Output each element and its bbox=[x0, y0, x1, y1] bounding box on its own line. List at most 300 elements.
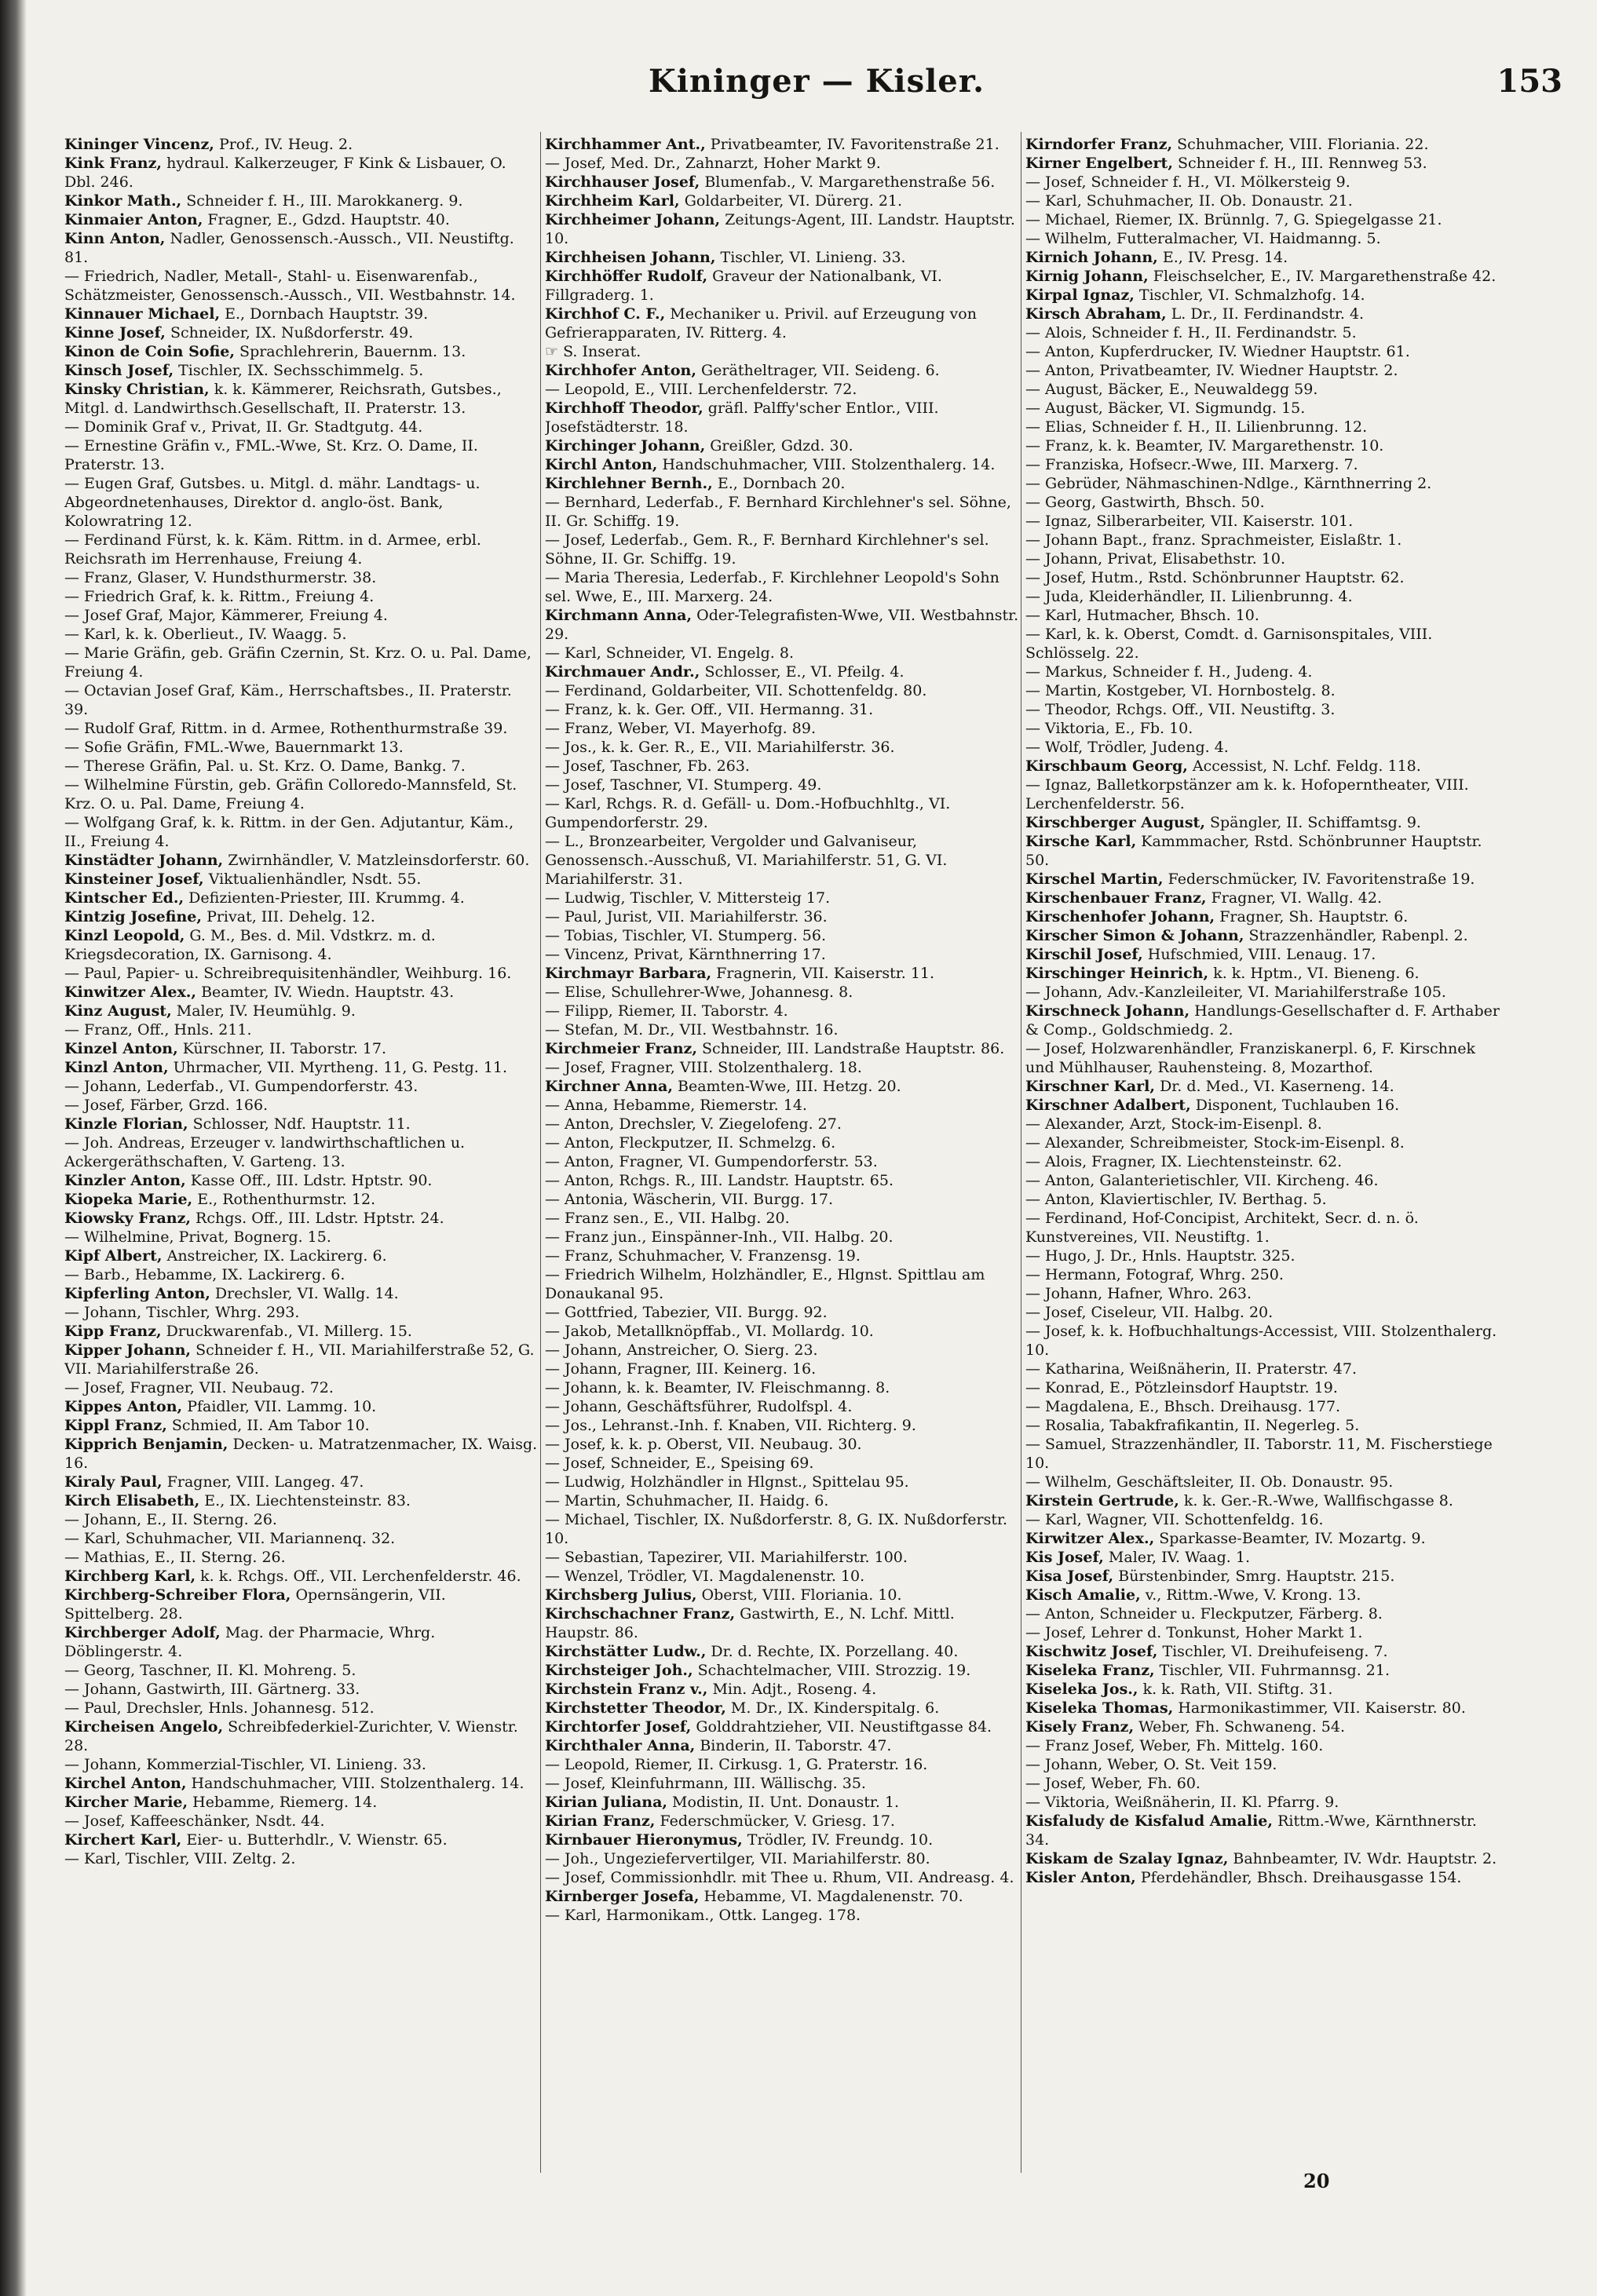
directory-entry bbox=[1025, 286, 1503, 305]
entry-name: Kininger Vincenz, bbox=[64, 136, 214, 153]
entry-details: gräfl. Palffy'scher Entlor., VIII. Josefstädterstr. 18. bbox=[545, 400, 939, 436]
entry-name: Kirschel Martin, bbox=[1025, 871, 1164, 888]
entry-details: — Eugen Graf, Gutsbes. u. Mitgl. d. mähr. Landtags- u. Abgeordnetenhauses, Direktor d. anglo-öst. Bank, Kolowratring 12. bbox=[64, 475, 481, 530]
entry-details: Spängler, II. Schiffamtsg. 9. bbox=[1210, 814, 1421, 831]
entry-details: — Paul, Papier- u. Schreibrequisitenhändler, Weihburg. 16. bbox=[64, 965, 512, 982]
directory-entry bbox=[1025, 1491, 1503, 1510]
column-1 bbox=[64, 135, 539, 2160]
directory-entry bbox=[64, 210, 539, 229]
directory-entry bbox=[545, 154, 1019, 173]
directory-entry bbox=[64, 1077, 539, 1096]
directory-entry bbox=[1025, 1322, 1503, 1360]
entry-details: Graveur der Nationalbank, VI. Fillgraderg. 1. bbox=[545, 268, 942, 304]
directory-entry bbox=[545, 1473, 1019, 1491]
directory-entry bbox=[64, 1133, 539, 1171]
directory-entry bbox=[64, 1623, 539, 1661]
directory-entry bbox=[545, 1642, 1019, 1661]
entry-details: — Josef, Färber, Grzd. 166. bbox=[64, 1097, 269, 1114]
directory-entry bbox=[545, 1209, 1019, 1228]
directory-entry bbox=[545, 1435, 1019, 1454]
entry-details: — Sebastian, Tapezirer, VII. Mariahilferstr. 100. bbox=[545, 1549, 908, 1566]
entry-details: — Franz, k. k. Ger. Off., VII. Hermanng. 31. bbox=[545, 701, 874, 718]
directory-entry bbox=[64, 1190, 539, 1209]
entry-details: — Paul, Jurist, VII. Mariahilferstr. 36. bbox=[545, 908, 828, 925]
directory-entry bbox=[1025, 681, 1503, 700]
entry-details: — Viktoria, E., Fb. 10. bbox=[1025, 720, 1193, 737]
entry-details: — Josef Graf, Major, Kämmerer, Freiung 4. bbox=[64, 607, 388, 624]
entry-name: Kiraly Paul, bbox=[64, 1473, 163, 1491]
entry-details: — Johann, E., II. Sterng. 26. bbox=[64, 1511, 277, 1528]
entry-details: — Martin, Schuhmacher, II. Haidg. 6. bbox=[545, 1492, 829, 1509]
entry-details: Tischler, VI. Dreihufeiseng. 7. bbox=[1162, 1643, 1388, 1660]
directory-entry bbox=[1025, 512, 1503, 531]
directory-entry bbox=[64, 889, 539, 907]
directory-entry bbox=[545, 342, 1019, 361]
signature-mark: 20 bbox=[1303, 2170, 1330, 2192]
entry-details: v., Rittm.-Wwe, V. Krong. 13. bbox=[1145, 1586, 1361, 1604]
entry-details: Harmonikastimmer, VII. Kaiserstr. 80. bbox=[1178, 1699, 1466, 1717]
entry-name: Kiopeka Marie, bbox=[64, 1191, 193, 1208]
binding-gutter bbox=[0, 0, 27, 2296]
entry-name: Kirchhauser Josef, bbox=[545, 173, 700, 191]
entry-details: E., IX. Liechtensteinstr. 83. bbox=[204, 1492, 411, 1509]
directory-entry bbox=[545, 1228, 1019, 1247]
directory-entry bbox=[1025, 889, 1503, 907]
directory-entry bbox=[545, 776, 1019, 794]
entry-details: — Wenzel, Trödler, VI. Magdalenenstr. 10. bbox=[545, 1568, 865, 1585]
entry-details: — Wolfgang Graf, k. k. Rittm. in der Gen. Adjutantur, Käm., II., Freiung 4. bbox=[64, 814, 514, 850]
directory-entry bbox=[1025, 436, 1503, 455]
directory-entry bbox=[545, 493, 1019, 531]
entry-details: — Josef, Taschner, VI. Stumperg. 49. bbox=[545, 776, 822, 794]
entry-details: — Josef, Kleinfuhrmann, III. Wällischg. 35. bbox=[545, 1775, 866, 1792]
directory-entry bbox=[64, 719, 539, 738]
directory-entry bbox=[545, 945, 1019, 964]
directory-entry bbox=[545, 1793, 1019, 1812]
entry-details: — Markus, Schneider f. H., Judeng. 4. bbox=[1025, 663, 1313, 681]
entry-name: Kiseleka Franz, bbox=[1025, 1662, 1155, 1679]
entry-name: Kinsch Josef, bbox=[64, 362, 174, 379]
entry-name: Kischwitz Josef, bbox=[1025, 1643, 1158, 1660]
directory-entry bbox=[64, 738, 539, 757]
directory-entry bbox=[545, 568, 1019, 606]
directory-entry bbox=[545, 173, 1019, 192]
directory-entry bbox=[1025, 305, 1503, 323]
entry-name: Kircheisen Angelo, bbox=[64, 1718, 224, 1736]
entry-details: — Rudolf Graf, Rittm. in d. Armee, Rothenthurmstraße 39. bbox=[64, 720, 508, 737]
entry-details: hydraul. Kalkerzeuger, F Kink & Lisbauer, O. Dbl. 246. bbox=[64, 155, 506, 191]
directory-entry bbox=[545, 926, 1019, 945]
directory-entry bbox=[64, 1378, 539, 1397]
entry-details: Schneider, IX. Nußdorferstr. 49. bbox=[170, 324, 414, 341]
entry-name: Kipferling Anton, bbox=[64, 1285, 210, 1302]
entry-details: — Franz sen., E., VII. Halbg. 20. bbox=[545, 1210, 790, 1227]
directory-entry bbox=[545, 1849, 1019, 1868]
directory-entry bbox=[64, 1284, 539, 1303]
directory-entry bbox=[64, 192, 539, 210]
directory-entry bbox=[64, 342, 539, 361]
directory-entry bbox=[545, 964, 1019, 983]
entry-details: Druckwarenfab., VI. Millerg. 15. bbox=[166, 1323, 412, 1340]
directory-entry bbox=[64, 1717, 539, 1755]
directory-entry bbox=[64, 1115, 539, 1133]
entry-details: — Michael, Tischler, IX. Nußdorferstr. 8, G. IX. Nußdorferstr. 10. bbox=[545, 1511, 1007, 1547]
entry-details: Anstreicher, IX. Lackirerg. 6. bbox=[166, 1247, 387, 1265]
entry-name: Kipprich Benjamin, bbox=[64, 1436, 228, 1453]
entry-details: — Maria Theresia, Lederfab., F. Kirchlehner Leopold's Sohn sel. Wwe, E., III. Marxerg. 24. bbox=[545, 569, 999, 605]
directory-entry bbox=[545, 248, 1019, 267]
entry-details: — Josef, Weber, Fh. 60. bbox=[1025, 1775, 1200, 1792]
entry-details: — Samuel, Strazzenhändler, II. Taborstr. 11, M. Fischerstiege 10. bbox=[1025, 1436, 1493, 1472]
entry-details: — Anton, Privatbeamter, IV. Wiedner Hauptstr. 2. bbox=[1025, 362, 1398, 379]
entry-details: — Johann, Privat, Elisabethstr. 10. bbox=[1025, 550, 1285, 568]
directory-entry bbox=[545, 1058, 1019, 1077]
entry-name: Kirchtorfer Josef, bbox=[545, 1718, 692, 1736]
entry-details: Hebamme, VI. Magdalenenstr. 70. bbox=[703, 1888, 963, 1905]
directory-entry bbox=[1025, 1793, 1503, 1812]
entry-details: Tischler, IX. Sechsschimmelg. 5. bbox=[178, 362, 424, 379]
directory-entry bbox=[1025, 1133, 1503, 1152]
directory-entry bbox=[545, 1378, 1019, 1397]
entry-name: Kirchheimer Johann, bbox=[545, 211, 721, 228]
entry-details: — Franz, Off., Hnls. 211. bbox=[64, 1021, 252, 1038]
entry-details: Kürschner, II. Taborstr. 17. bbox=[182, 1040, 387, 1057]
entry-details: — Johann, Anstreicher, O. Sierg. 23. bbox=[545, 1341, 818, 1359]
entry-details: Opernsängerin, VII. Spittelberg. 28. bbox=[64, 1586, 446, 1623]
entry-details: Handlungs-Gesellschafter d. F. Arthaber & Comp., Goldschmiedg. 2. bbox=[1025, 1002, 1500, 1038]
entry-details: — Rosalia, Tabakfrafikantin, II. Negerleg. 5. bbox=[1025, 1417, 1360, 1434]
directory-entry bbox=[1025, 323, 1503, 342]
entry-name: Kircher Marie, bbox=[64, 1794, 188, 1811]
directory-entry bbox=[545, 1020, 1019, 1039]
entry-name: Kirschner Karl, bbox=[1025, 1078, 1156, 1095]
entry-details: — Filipp, Riemer, II. Taborstr. 4. bbox=[545, 1002, 788, 1020]
entry-details: — Alois, Schneider f. H., II. Ferdinandstr. 5. bbox=[1025, 324, 1357, 341]
directory-entry bbox=[64, 1755, 539, 1774]
entry-name: Kinzel Anton, bbox=[64, 1040, 178, 1057]
entry-details: — Gebrüder, Nähmaschinen-Ndlge., Kärnthnerring 2. bbox=[1025, 475, 1432, 492]
entry-details: E., Rothenthurmstr. 12. bbox=[197, 1191, 376, 1208]
directory-entry bbox=[1025, 776, 1503, 813]
entry-details: Accessist, N. Lchf. Feldg. 118. bbox=[1192, 757, 1421, 775]
column-2 bbox=[545, 135, 1019, 2160]
directory-entry bbox=[64, 851, 539, 870]
entry-name: Kirchmayr Barbara, bbox=[545, 965, 712, 982]
directory-entry bbox=[545, 436, 1019, 455]
directory-entry bbox=[1025, 568, 1503, 587]
entry-details: — August, Bäcker, E., Neuwaldegg 59. bbox=[1025, 381, 1318, 398]
directory-entry bbox=[64, 1586, 539, 1623]
entry-details: — Josef, Ciseleur, VII. Halbg. 20. bbox=[1025, 1304, 1274, 1321]
entry-name: Kirchinger Johann, bbox=[545, 437, 706, 454]
directory-entry bbox=[1025, 1209, 1503, 1247]
directory-entry bbox=[1025, 210, 1503, 229]
entry-name: Kinwitzer Alex., bbox=[64, 984, 197, 1001]
entry-details: Bahnbeamter, IV. Wdr. Hauptstr. 2. bbox=[1233, 1850, 1497, 1867]
directory-entry bbox=[64, 135, 539, 154]
directory-entry bbox=[1025, 1586, 1503, 1604]
entry-details: — Johann Bapt., franz. Sprachmeister, Eislaßtr. 1. bbox=[1025, 531, 1402, 549]
entry-name: Kirschbaum Georg, bbox=[1025, 757, 1188, 775]
entry-name: Kinzl Anton, bbox=[64, 1059, 169, 1076]
entry-name: Kipp Franz, bbox=[64, 1323, 162, 1340]
directory-entry bbox=[545, 907, 1019, 926]
directory-entry bbox=[1025, 1115, 1503, 1133]
entry-name: Kinmaier Anton, bbox=[64, 211, 203, 228]
entry-name: Kirchl Anton, bbox=[545, 456, 658, 473]
entry-name: Kirpal Ignaz, bbox=[1025, 287, 1135, 304]
directory-entry bbox=[64, 154, 539, 192]
entry-details: — Franz, k. k. Beamter, IV. Margarethenstr. 10. bbox=[1025, 437, 1384, 454]
directory-entry bbox=[545, 719, 1019, 738]
directory-entry bbox=[1025, 870, 1503, 889]
directory-entry bbox=[64, 380, 539, 418]
entry-details: Beamter, IV. Wiedn. Hauptstr. 43. bbox=[201, 984, 455, 1001]
directory-entry bbox=[64, 926, 539, 964]
entry-details: Eier- u. Butterhdlr., V. Wienstr. 65. bbox=[186, 1831, 448, 1849]
directory-entry bbox=[545, 1548, 1019, 1567]
entry-details: — Johann, Weber, O. St. Veit 159. bbox=[1025, 1756, 1277, 1773]
directory-entry bbox=[1025, 719, 1503, 738]
entry-details: — Johann, Tischler, Whrg. 293. bbox=[64, 1304, 300, 1321]
entry-details: Pfaidler, VII. Lammg. 10. bbox=[187, 1398, 377, 1415]
directory-entry bbox=[64, 1341, 539, 1378]
entry-name: Kirnich Johann, bbox=[1025, 249, 1158, 266]
entry-details: — Tobias, Tischler, VI. Stumperg. 56. bbox=[545, 927, 827, 944]
entry-details: — Johann, Hafner, Whro. 263. bbox=[1025, 1285, 1252, 1302]
directory-entry bbox=[64, 1265, 539, 1284]
entry-name: Kirschil Josef, bbox=[1025, 946, 1143, 963]
entry-name: Kirchner Anna, bbox=[545, 1078, 673, 1095]
entry-details: — Barb., Hebamme, IX. Lackirerg. 6. bbox=[64, 1266, 345, 1283]
entry-details: — Hermann, Fotograf, Whrg. 250. bbox=[1025, 1266, 1284, 1283]
directory-entry bbox=[1025, 1152, 1503, 1171]
entry-name: Kinzler Anton, bbox=[64, 1172, 186, 1189]
directory-entry bbox=[545, 1002, 1019, 1020]
directory-entry bbox=[64, 1228, 539, 1247]
entry-details: Greißler, Gdzd. 30. bbox=[710, 437, 853, 454]
entry-details: — Marie Gräfin, geb. Gräfin Czernin, St. Krz. O. u. Pal. Dame, Freiung 4. bbox=[64, 644, 532, 681]
directory-entry bbox=[1025, 964, 1503, 983]
entry-details: G. M., Bes. d. Mil. Vdstkrz. m. d. Kriegsdecoration, IX. Garnisong. 4. bbox=[64, 927, 436, 963]
entry-details: — Georg, Taschner, II. Kl. Mohreng. 5. bbox=[64, 1662, 356, 1679]
entry-details: Sprachlehrerin, Bauernm. 13. bbox=[239, 343, 466, 360]
directory-entry bbox=[1025, 361, 1503, 380]
entry-details: — Josef, Med. Dr., Zahnarzt, Hoher Markt 9. bbox=[545, 155, 881, 172]
entry-name: Kinzl Leopold, bbox=[64, 927, 185, 944]
directory-entry bbox=[64, 644, 539, 681]
entry-name: Kirian Franz, bbox=[545, 1812, 656, 1830]
entry-name: Kipf Albert, bbox=[64, 1247, 163, 1265]
entry-details: — Dominik Graf v., Privat, II. Gr. Stadtgutg. 44. bbox=[64, 418, 423, 436]
directory-entry bbox=[545, 1265, 1019, 1303]
directory-entry bbox=[64, 305, 539, 323]
directory-entry bbox=[1025, 1699, 1503, 1717]
entry-details: Kammmacher, Rstd. Schönbrunner Hauptstr. 50. bbox=[1025, 833, 1482, 869]
entry-details: Mag. der Pharmacie, Whrg. Döblingerstr. 4. bbox=[64, 1624, 436, 1660]
entry-details: — Karl, Hutmacher, Bhsch. 10. bbox=[1025, 607, 1259, 624]
entry-details: Zeitungs-Agent, III. Landstr. Hauptstr. 10. bbox=[545, 211, 1015, 247]
directory-entry bbox=[64, 1435, 539, 1473]
directory-entry bbox=[64, 606, 539, 625]
entry-details: Trödler, IV. Freundg. 10. bbox=[747, 1831, 934, 1849]
entry-name: Kisfaludy de Kisfalud Amalie, bbox=[1025, 1812, 1274, 1830]
entry-name: Kirsch Abraham, bbox=[1025, 305, 1167, 323]
directory-entry bbox=[1025, 192, 1503, 210]
directory-entry bbox=[64, 813, 539, 851]
directory-entry bbox=[1025, 1717, 1503, 1736]
entry-name: Kirchstetter Theodor, bbox=[545, 1699, 726, 1717]
entry-name: Kirchheim Karl, bbox=[545, 192, 680, 210]
entry-details: — Friedrich Graf, k. k. Rittm., Freiung 4. bbox=[64, 588, 375, 605]
directory-entry bbox=[545, 192, 1019, 210]
entry-name: Kisler Anton, bbox=[1025, 1869, 1136, 1886]
entry-details: — Ignaz, Silberarbeiter, VII. Kaiserstr. 101. bbox=[1025, 513, 1354, 530]
entry-name: Kirsche Karl, bbox=[1025, 833, 1137, 850]
entry-details: — Friedrich, Nadler, Metall-, Stahl- u. Eisenwarenfab., Schätzmeister, Genossensch.-Aussch., VII. Westbahnstr. 14. bbox=[64, 268, 516, 304]
directory-entry bbox=[545, 455, 1019, 474]
entry-details: — Franz, Glaser, V. Hundsthurmerstr. 38. bbox=[64, 569, 377, 586]
entry-details: Disponent, Tuchlauben 16. bbox=[1195, 1097, 1400, 1114]
directory-entry bbox=[64, 983, 539, 1002]
directory-entry bbox=[1025, 399, 1503, 418]
entry-details: Viktualienhändler, Nsdt. 55. bbox=[208, 871, 422, 888]
entry-name: Kirchmann Anna, bbox=[545, 607, 693, 624]
entry-details: — Josef, k. k. Hofbuchhaltungs-Accessist, VIII. Stolzenthalerg. 10. bbox=[1025, 1323, 1497, 1359]
entry-details: — Anton, Schneider u. Fleckputzer, Färberg. 8. bbox=[1025, 1605, 1383, 1623]
directory-entry bbox=[1025, 1623, 1503, 1642]
entry-details: Schneider f. H., III. Rennweg 53. bbox=[1177, 155, 1427, 172]
entry-details: — Elise, Schullehrer-Wwe, Johannesg. 8. bbox=[545, 984, 853, 1001]
directory-entry bbox=[545, 1887, 1019, 1906]
directory-entry bbox=[1025, 1360, 1503, 1378]
directory-entry bbox=[64, 1812, 539, 1831]
entry-name: Kirchthaler Anna, bbox=[545, 1737, 696, 1754]
directory-entry bbox=[545, 1604, 1019, 1642]
entry-details: — Anna, Hebamme, Riemerstr. 14. bbox=[545, 1097, 807, 1114]
entry-details: Zwirnhändler, V. Matzleinsdorferstr. 60. bbox=[228, 852, 530, 869]
entry-name: Kirchberger Adolf, bbox=[64, 1624, 221, 1641]
entry-details: — Gottfried, Tabezier, VII. Burgg. 92. bbox=[545, 1304, 828, 1321]
entry-details: Prof., IV. Heug. 2. bbox=[218, 136, 353, 153]
entry-details: — Anton, Kupferdrucker, IV. Wiedner Hauptstr. 61. bbox=[1025, 343, 1410, 360]
entry-details: Fragner, VIII. Langeg. 47. bbox=[166, 1473, 364, 1491]
entry-details: E., IV. Presg. 14. bbox=[1162, 249, 1288, 266]
entry-details: — Wilhelm, Futteralmacher, VI. Haidmanng. 5. bbox=[1025, 230, 1381, 247]
page-number: 153 bbox=[1497, 63, 1562, 100]
entry-details: ☞ S. Inserat. bbox=[545, 343, 641, 360]
entry-details: Privat, III. Dehelg. 12. bbox=[206, 908, 375, 925]
entry-details: Weber, Fh. Schwaneng. 54. bbox=[1138, 1718, 1346, 1736]
directory-entry bbox=[1025, 474, 1503, 493]
entry-details: Nadler, Genossensch.-Aussch., VII. Neustiftg. 81. bbox=[64, 230, 514, 266]
directory-entry bbox=[545, 1247, 1019, 1265]
entry-details: Fragner, E., Gdzd. Hauptstr. 40. bbox=[207, 211, 450, 228]
directory-entry bbox=[1025, 945, 1503, 964]
entry-details: — Johann, Lederfab., VI. Gumpendorferstr. 43. bbox=[64, 1078, 418, 1095]
entry-details: — Johann, k. k. Beamter, IV. Fleischmanng. 8. bbox=[545, 1379, 890, 1396]
entry-details: — Michael, Riemer, IX. Brünnlg. 7, G. Spiegelgasse 21. bbox=[1025, 211, 1442, 228]
directory-entry bbox=[545, 1360, 1019, 1378]
entry-name: Kirchel Anton, bbox=[64, 1775, 187, 1792]
directory-entry bbox=[545, 474, 1019, 493]
entry-details: Fragner, Sh. Hauptstr. 6. bbox=[1219, 908, 1409, 925]
directory-entry bbox=[1025, 1849, 1503, 1868]
directory-entry bbox=[64, 1020, 539, 1039]
entry-name: Kirchberg Karl, bbox=[64, 1568, 196, 1585]
entry-details: — Alois, Fragner, IX. Liechtensteinstr. 62. bbox=[1025, 1153, 1343, 1170]
directory-entry bbox=[545, 794, 1019, 832]
entry-details: Tischler, VI. Linieng. 33. bbox=[720, 249, 906, 266]
entry-details: Schneider f. H., III. Marokkanerg. 9. bbox=[186, 192, 463, 210]
directory-entry bbox=[64, 1171, 539, 1190]
directory-entry bbox=[1025, 229, 1503, 248]
directory-entry bbox=[545, 1322, 1019, 1341]
entry-details: Min. Adjt., Roseng. 4. bbox=[712, 1681, 877, 1698]
entry-details: Binderin, II. Taborstr. 47. bbox=[700, 1737, 892, 1754]
entry-details: — Leopold, E., VIII. Lerchenfelderstr. 72. bbox=[545, 381, 857, 398]
directory-entry bbox=[64, 1096, 539, 1115]
entry-details: Gastwirth, E., N. Lchf. Mittl. Haupstr. 86. bbox=[545, 1605, 955, 1641]
directory-entry bbox=[545, 210, 1019, 248]
entry-name: Kis Josef, bbox=[1025, 1549, 1104, 1566]
entry-name: Kirchstätter Ludw., bbox=[545, 1643, 707, 1660]
entry-name: Kinsteiner Josef, bbox=[64, 871, 204, 888]
entry-details: Schachtelmacher, VIII. Strozzig. 19. bbox=[697, 1662, 971, 1679]
directory-entry bbox=[1025, 1567, 1503, 1586]
directory-entry bbox=[64, 474, 539, 531]
entry-details: — Johann, Adv.-Kanzleileiter, VI. Mariahilferstraße 105. bbox=[1025, 984, 1446, 1001]
entry-details: Oder-Telegrafisten-Wwe, VII. Westbahnstr. 29. bbox=[545, 607, 1019, 643]
directory-entry bbox=[545, 135, 1019, 154]
entry-details: — Alexander, Schreibmeister, Stock-im-Eisenpl. 8. bbox=[1025, 1134, 1405, 1152]
entry-details: — Ludwig, Tischler, V. Mittersteig 17. bbox=[545, 889, 831, 907]
entry-details: Tischler, VII. Fuhrmannsg. 21. bbox=[1159, 1662, 1391, 1679]
entry-details: Rittm.-Wwe, Kärnthnerstr. 34. bbox=[1025, 1812, 1477, 1849]
directory-entry bbox=[545, 1303, 1019, 1322]
entry-details: Federschmücker, IV. Favoritenstraße 19. bbox=[1168, 871, 1475, 888]
entry-details: — Josef, Lederfab., Gem. R., F. Bernhard Kirchlehner's sel. Söhne, II. Gr. Schiffg. 19. bbox=[545, 531, 989, 568]
directory-entry bbox=[64, 229, 539, 267]
directory-entry bbox=[1025, 455, 1503, 474]
entry-details: Tischler, VI. Schmalzhofg. 14. bbox=[1138, 287, 1365, 304]
directory-entry bbox=[64, 1510, 539, 1529]
directory-entry bbox=[545, 1812, 1019, 1831]
entry-details: — Josef, Fragner, VII. Neubaug. 72. bbox=[64, 1379, 334, 1396]
entry-details: — Antonia, Wäscherin, VII. Burgg. 17. bbox=[545, 1191, 834, 1208]
directory-entry bbox=[64, 1567, 539, 1586]
entry-name: Kirchschachner Franz, bbox=[545, 1605, 736, 1623]
entry-details: — Josef, Lehrer d. Tonkunst, Hoher Markt 1. bbox=[1025, 1624, 1363, 1641]
entry-details: Gerätheltrager, VII. Seideng. 6. bbox=[700, 362, 940, 379]
directory-entry bbox=[64, 757, 539, 776]
entry-name: Kirchsteiger Joh., bbox=[545, 1662, 693, 1679]
entry-details: Rchgs. Off., III. Ldstr. Hptstr. 24. bbox=[196, 1210, 444, 1227]
entry-details: — Martin, Kostgeber, VI. Hornbostelg. 8. bbox=[1025, 682, 1336, 699]
directory-entry bbox=[64, 1849, 539, 1868]
entry-details: — Theodor, Rchgs. Off., VII. Neustiftg. 3. bbox=[1025, 701, 1336, 718]
directory-entry bbox=[545, 305, 1019, 342]
entry-details: — Johann, Geschäftsführer, Rudolfspl. 4. bbox=[545, 1398, 853, 1415]
directory-entry bbox=[1025, 1642, 1503, 1661]
entry-details: — Josef, Schneider f. H., VI. Mölkersteig 9. bbox=[1025, 173, 1350, 191]
directory-entry bbox=[64, 323, 539, 342]
directory-entry bbox=[545, 1699, 1019, 1717]
entry-details: — Joh. Andreas, Erzeuger v. landwirthschaftlichen u. Ackergeräthschaften, V. Garteng. 13. bbox=[64, 1134, 466, 1170]
directory-entry bbox=[64, 1831, 539, 1849]
directory-entry bbox=[1025, 1247, 1503, 1265]
entry-details: — Karl, Harmonikam., Ottk. Langeg. 178. bbox=[545, 1907, 861, 1924]
